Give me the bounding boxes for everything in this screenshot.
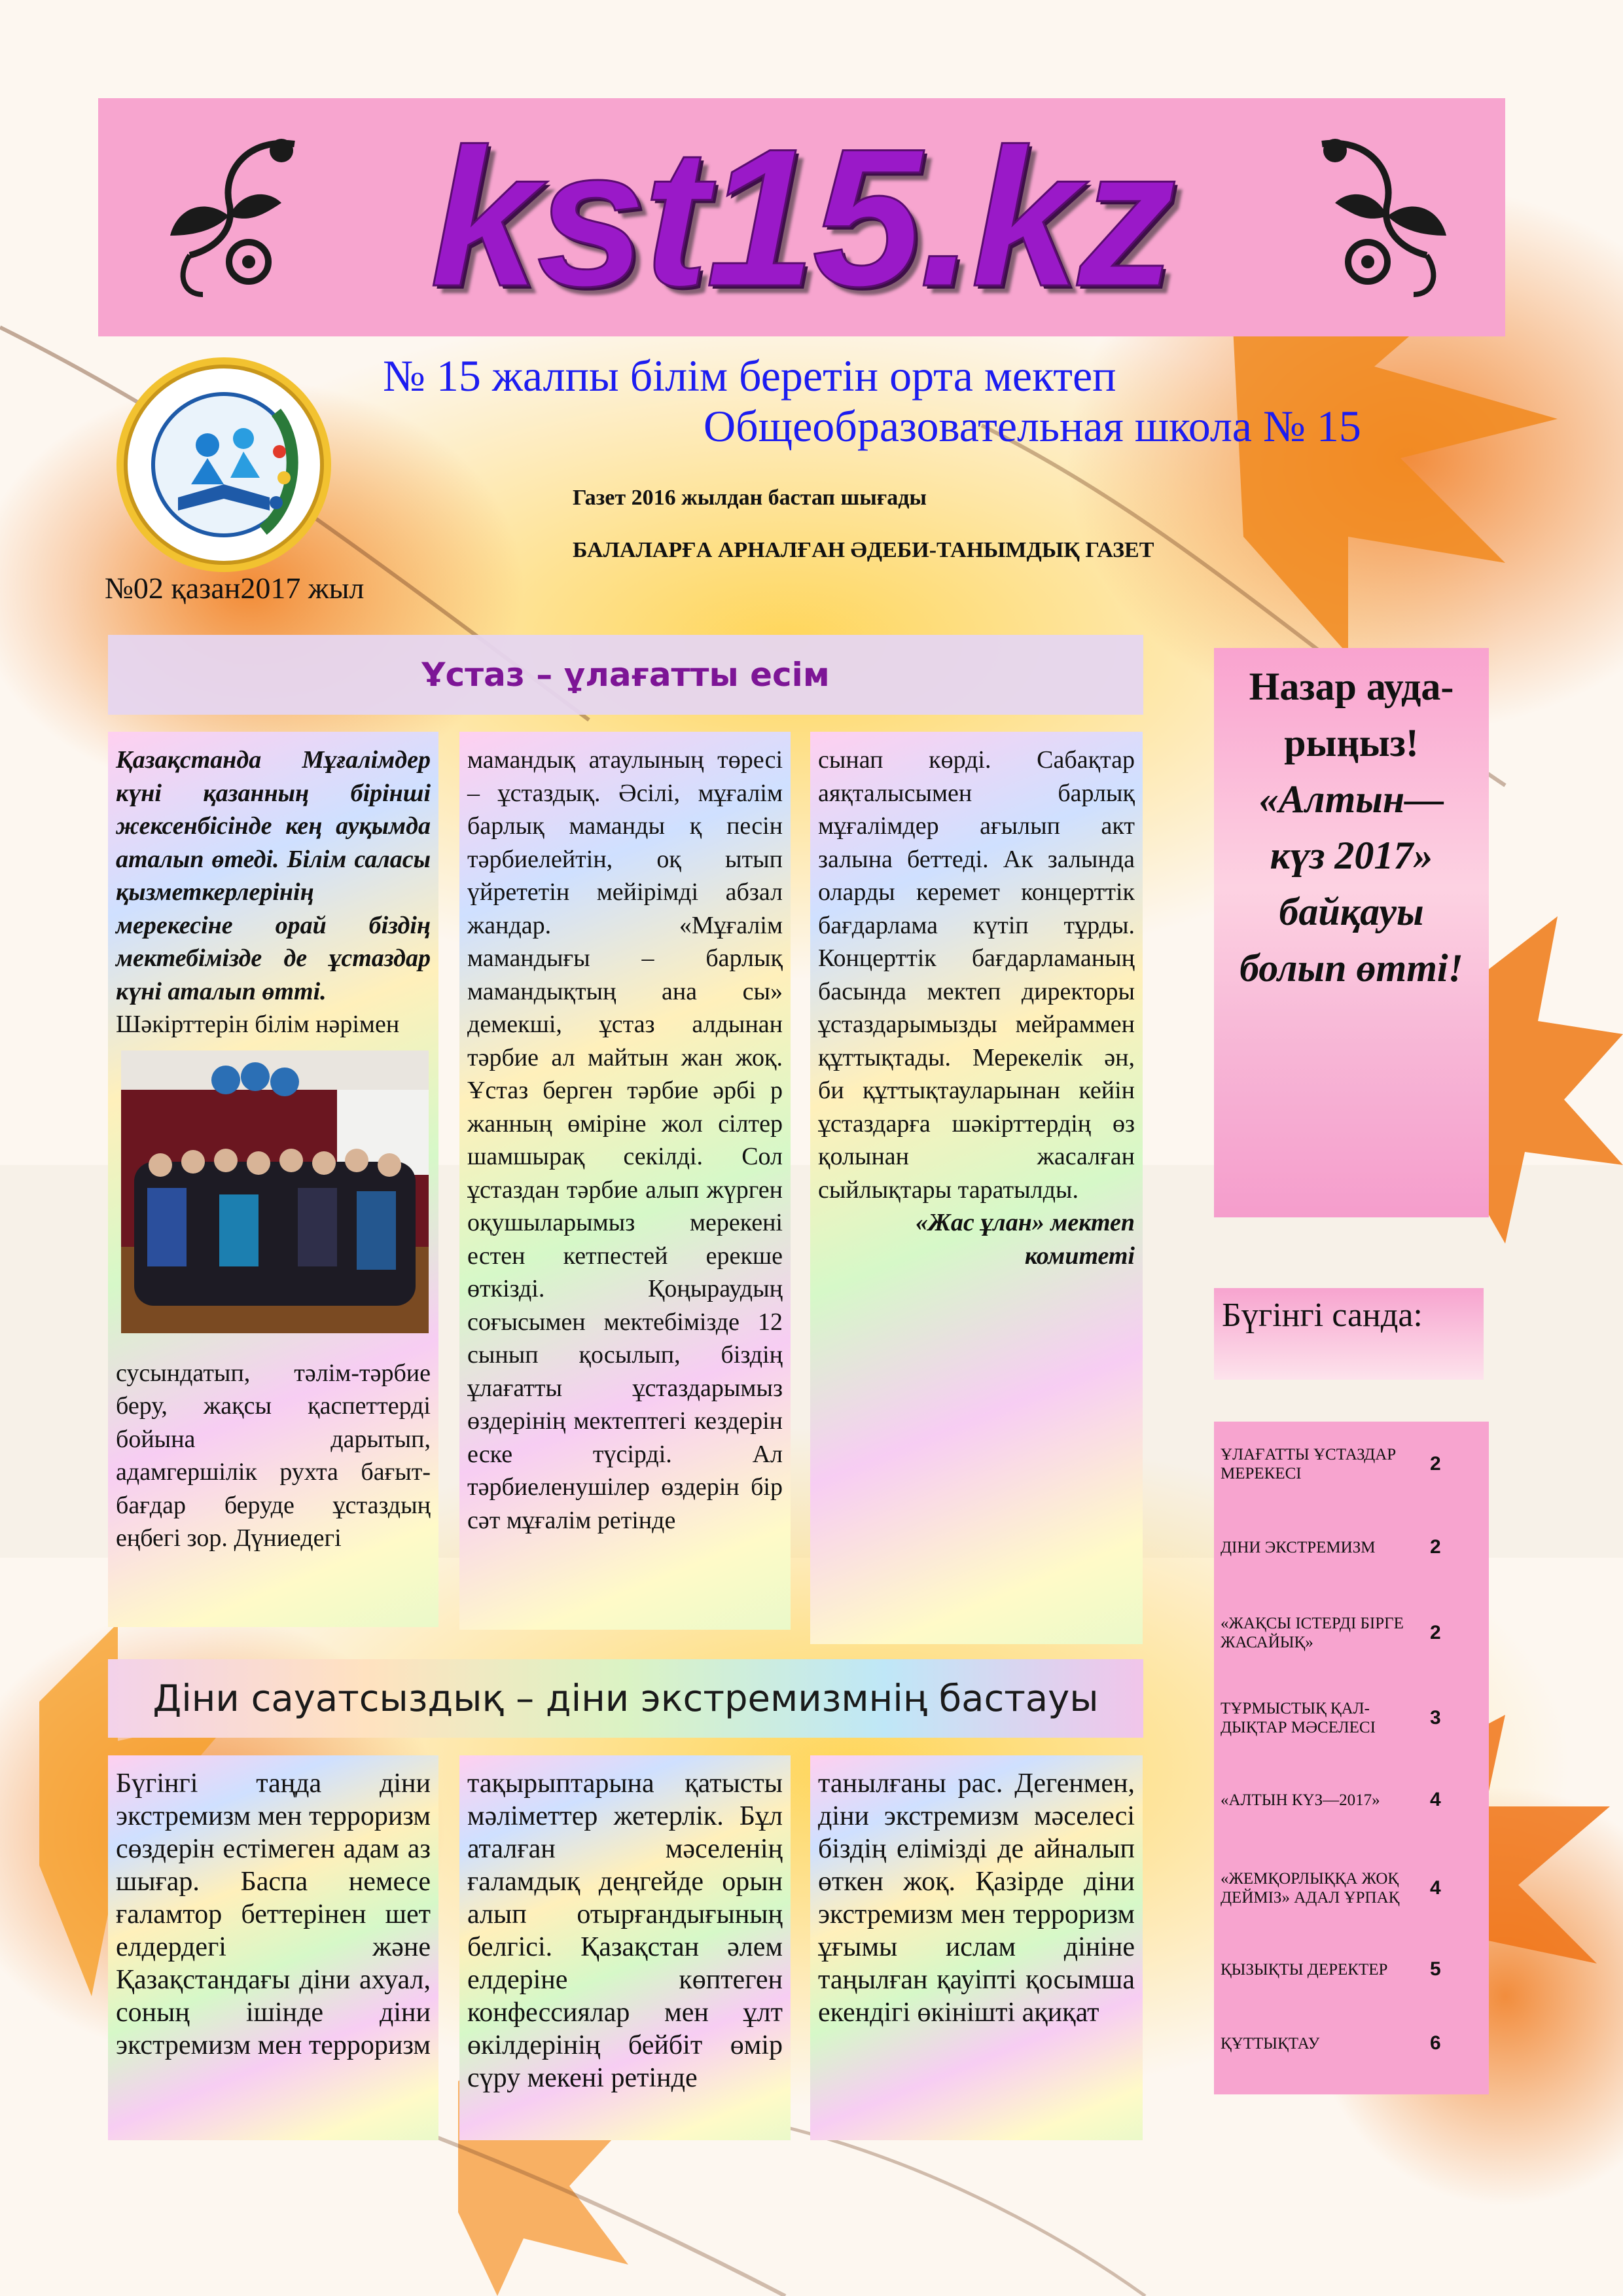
article1-paragraph: мамандық атаулының төресі – ұстаздық. Әсілі, мұғалім барлық маманды қ песін тәрбиелейтін, оқ ытып үйрететін мейірімді абзал жандар. «Мұғалім мамандығы – барлық мамандықтың ана сы» демекші, ұстаз алдынан тәрбие ал майтын жан жоқ. Ұстаз берген тәрбие әрбі р жанның өміріне жол сілтер шамшырақ секілді. Сол ұстаздан тәрбие алып жүрген оқушыларымыз мерекені естен кетпестей ерекше өткізді. Қоңыраудың соғысымен мектебімізде 12 сынып қосылып, біздің ұлағатты ұстаздарымыз өздерінің мектептегі кездерін еске түсірді. Ал тәрбиеленушілер өздерін бір сәт мұғалім ретінде (467, 746, 783, 1534)
table-of-contents (1214, 1422, 1489, 2094)
in-this-issue-heading: Бүгінгі санда: (1214, 1288, 1484, 1380)
toc-item-label: ҚҰТТЫҚТАУ (1221, 2034, 1320, 2053)
article2-column-2 (459, 1755, 791, 2140)
toc-item[interactable] (1221, 1435, 1480, 1494)
article1-lead: Қазақстанда Мұғалімдер күні қазанның бірінші жексенбісінде кең ауқымда аталып өтеді. Білім саласы қызметкерлерінің мерекесіне орай біздің мектебімізде де ұстаздар күні аталып өтті. (116, 746, 431, 1005)
toc-item-page: 6 (1430, 2032, 1441, 2054)
toc-item-page: 4 (1430, 1877, 1441, 1899)
toc-item-label: «АЛТЫН КҮЗ—2017» (1221, 1791, 1380, 1809)
toc-item[interactable] (1221, 1604, 1480, 1662)
notice-line: «Алтын— (1258, 778, 1444, 821)
toc-item-label: ТҰРМЫСТЫҚ ҚАЛ-ДЫҚТАР МӘСЕЛЕСІ (1221, 1700, 1376, 1736)
article1-paragraph: сусындатып, тәлім-тәрбие беру, жақсы қаспеттерді бойына дарытып, адамгершілік рухта бағыт-бағдар беруде ұстаздың еңбегі зор. Дүниедегі (116, 1359, 431, 1552)
toc-item-label: «ЖЕМҚОРЛЫҚҚА ЖОҚ ДЕЙМІЗ» АДАЛ ҰРПАҚ (1221, 1870, 1400, 1907)
toc-item-page: 5 (1430, 1958, 1441, 1980)
toc-item[interactable] (1221, 2014, 1480, 2073)
toc-item-label: ҰЛАҒАТТЫ ҰСТАЗДАР МЕРЕКЕСІ (1221, 1446, 1397, 1482)
issue-number: №02 қазан2017 жыл (105, 571, 365, 605)
toc-item[interactable] (1221, 1859, 1480, 1918)
notice-line: болып өтті! (1240, 946, 1463, 990)
site-logo[interactable]: kst15.kz (430, 107, 1173, 327)
notice-line: рыңыз! (1284, 721, 1419, 764)
article2-paragraph: тақырыптарына қатысты мәліметтер жетерлік. Бұл аталған мәселенің ғаламдық деңгейде орын алып отырғандығының белгісі. Қазақстан әлем елдеріне көптеген конфессиялар мен ұлт өкілдерінің бейбіт өмір сүру мекені ретінде (467, 1768, 783, 2093)
toc-item-page: 2 (1430, 1536, 1441, 1558)
toc-item[interactable] (1221, 1940, 1480, 1999)
school-name-ru: Общеобразовательная школа № 15 (704, 401, 1361, 451)
toc-item-page: 4 (1430, 1789, 1441, 1810)
toc-item[interactable] (1221, 1689, 1480, 1748)
toc-item[interactable] (1221, 1770, 1480, 1829)
notice-line: байқауы (1279, 890, 1424, 933)
notice-line: күз 2017» (1270, 834, 1433, 877)
article1-paragraph: Шәкірттерін білім нәрімен (116, 1011, 400, 1038)
article2-column-3 (810, 1755, 1143, 2140)
teachers-group-photo (121, 1050, 429, 1333)
article1-column-3 (810, 732, 1143, 1644)
article2-column-1 (108, 1755, 438, 2140)
toc-item-page: 2 (1430, 1622, 1441, 1643)
school-name-kz: № 15 жалпы білім беретін орта мектеп (383, 351, 1116, 401)
article2-paragraph: Бүгінгі таңда діни экстремизм мен терроризм сөздерін естімеген адам аз шығар. Баспа немесе ғаламтор беттерінен шет елдердегі және Қазақстандағы діни ахуал, соның ішінде діни экстремизм мен терроризм (116, 1768, 431, 2060)
article1-paragraph: сынап көрді. Сабақтар аяқталысымен барлық мұғалімдер ағылып акт залына беттеді. Ак залында оларды керемет концерттік бағдарлама күтіп тұрды. Концерттік бағдарламаның басында мектеп директоры ұстаздарымызды мейраммен құттықтады. Мерекелік ән, би құттықтауларынан кейін ұстаздарға шәкірттердің өз қолынан жасалған сыйлықтары таратылды. (818, 746, 1135, 1204)
article2-title: Діни сауатсыздық – діни экстремизмнің бастауы (108, 1659, 1143, 1738)
toc-item[interactable] (1221, 1518, 1480, 1577)
notice-box (1214, 648, 1489, 1217)
article1-column-2 (459, 732, 791, 1630)
toc-item-label: ҚЫЗЫҚТЫ ДЕРЕКТЕР (1221, 1960, 1388, 1979)
toc-item-page: 2 (1430, 1453, 1441, 1475)
toc-item-page: 3 (1430, 1707, 1441, 1729)
article1-signature: «Жас ұлан» мектеп комитеті (915, 1209, 1135, 1270)
notice-line: Назар ауда- (1249, 665, 1454, 708)
floral-ornament-icon (1309, 124, 1466, 308)
toc-item-label: ДІНИ ЭКСТРЕМИЗМ (1221, 1538, 1376, 1556)
article2-paragraph: танылғаны рас. Дегенмен, діни экстремизм мәселесі біздің елімізді де айналып өткен жоқ. Қазірде діни экстремизм мен терроризм ұғымы ислам дініне таңылған қауіпті қосымша екендігі өкінішті ақиқат (818, 1768, 1135, 2028)
article1-title: Ұстаз – ұлағатты есім (108, 635, 1143, 715)
newspaper-subtitle: БАЛАЛАРҒА АРНАЛҒАН ӘДЕБИ-ТАНЫМДЫҚ ГАЗЕТ (573, 538, 1154, 562)
article1-column-1 (108, 732, 438, 1627)
school-emblem-icon (113, 353, 335, 576)
masthead-banner (98, 98, 1505, 336)
toc-item-label: «ЖАҚСЫ ІСТЕРДІ БІРГЕ ЖАСАЙЫҚ» (1221, 1615, 1404, 1651)
published-since: Газет 2016 жылдан бастап шығады (573, 486, 927, 510)
